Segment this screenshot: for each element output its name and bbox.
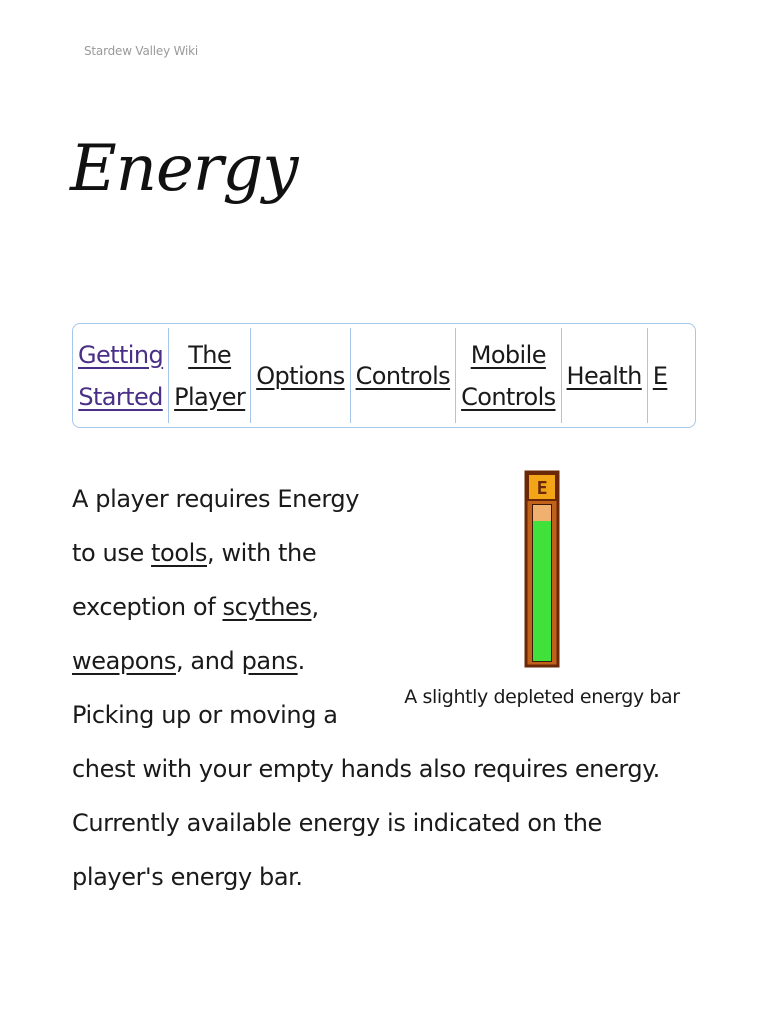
nav-link-truncated[interactable] <box>648 328 673 423</box>
link-scythes[interactable]: scythes <box>222 593 312 621</box>
navigation-row <box>73 324 695 427</box>
energy-bar-fill <box>533 521 551 661</box>
nav-link-label: Health <box>566 361 642 390</box>
nav-link-mobile-controls[interactable] <box>456 328 561 423</box>
link-pans[interactable]: pans <box>241 647 298 675</box>
nav-link-the-player[interactable] <box>169 328 251 423</box>
body-text: , <box>311 593 319 621</box>
nav-link-label: The <box>188 340 232 369</box>
nav-link-label: Started <box>78 382 163 411</box>
nav-link-getting-started[interactable] <box>73 328 169 423</box>
link-weapons[interactable]: weapons <box>72 647 176 675</box>
nav-link-label: E <box>652 361 668 390</box>
energy-bar-empty <box>533 505 551 521</box>
navigation-box <box>72 323 696 428</box>
body-text: . Picking up or moving a chest with your empty hands also requires energy. Currently available energy is indicated on the player's energy bar. <box>72 647 660 891</box>
energy-bar-badge-letter: E <box>536 478 548 499</box>
nav-link-controls[interactable] <box>351 328 456 423</box>
nav-link-label: Options <box>256 361 345 390</box>
nav-link-label: Controls <box>355 361 451 390</box>
nav-link-label: Mobile <box>470 340 546 369</box>
site-name[interactable]: Stardew Valley Wiki <box>84 44 199 58</box>
article-content <box>72 472 692 904</box>
nav-link-health[interactable] <box>562 328 648 423</box>
figure-caption: A slightly depleted energy bar <box>404 686 680 708</box>
nav-link-label: Getting <box>78 340 164 369</box>
nav-link-options[interactable] <box>251 328 350 423</box>
body-text: A player requires Energy to use <box>72 485 360 567</box>
nav-link-label: Controls <box>461 382 556 411</box>
link-tools[interactable]: tools <box>151 539 207 567</box>
page-title: Energy <box>70 132 298 206</box>
energy-bar-image <box>522 470 562 670</box>
nav-link-label: Player <box>174 382 246 411</box>
body-text: , and <box>175 647 242 675</box>
body-text: , with the exception of <box>72 539 317 621</box>
energy-bar-figure <box>392 472 692 712</box>
